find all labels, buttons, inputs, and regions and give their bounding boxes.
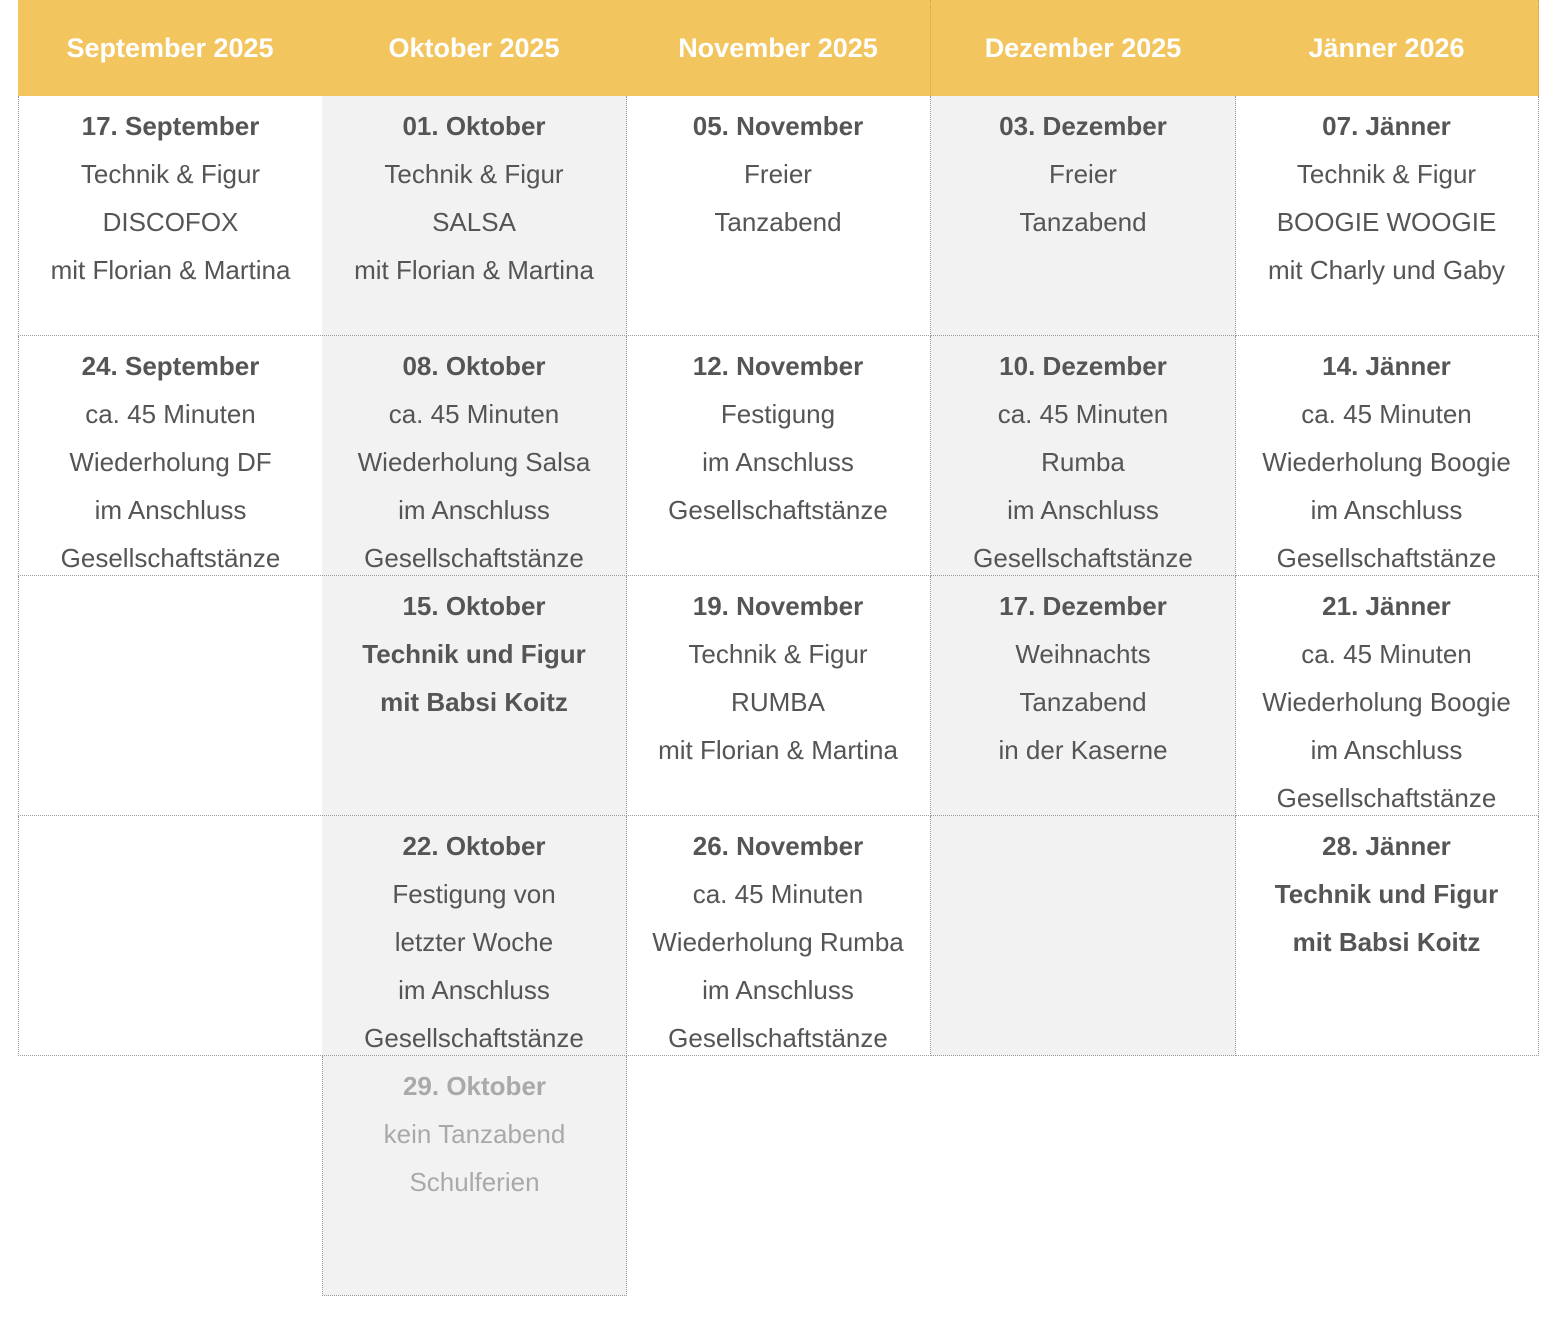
event-date: 19. November bbox=[692, 591, 864, 621]
event-line: ca. 45 Minuten bbox=[1301, 399, 1472, 429]
event-line: BOOGIE WOOGIE bbox=[1276, 207, 1497, 237]
event-line: Freier bbox=[1049, 159, 1117, 189]
event-line: Technik & Figur bbox=[80, 159, 261, 189]
event-date: 24. September bbox=[81, 351, 260, 381]
event-line: Technik & Figur bbox=[384, 159, 564, 189]
schedule-cell bbox=[1235, 816, 1539, 1056]
event-line: im Anschluss bbox=[1310, 495, 1463, 525]
event-date: 01. Oktober bbox=[402, 111, 546, 141]
schedule-cell bbox=[931, 336, 1236, 576]
month-header: Jänner 2026 bbox=[1235, 0, 1539, 96]
schedule-cell bbox=[322, 1056, 627, 1296]
event-line: Wiederholung Salsa bbox=[357, 447, 591, 477]
schedule-cell bbox=[1235, 336, 1539, 576]
event-date: 26. November bbox=[692, 831, 864, 861]
event-line: im Anschluss bbox=[398, 495, 550, 525]
schedule-cell bbox=[626, 96, 931, 336]
event-line: Wiederholung DF bbox=[69, 447, 272, 477]
schedule-cell bbox=[626, 576, 931, 816]
event-line: ca. 45 Minuten bbox=[85, 399, 256, 429]
event-line: Technik und Figur bbox=[1274, 879, 1499, 909]
event-line: Gesellschaftstänze bbox=[364, 543, 584, 573]
schedule-cell bbox=[931, 576, 1236, 816]
event-line: Tanzabend bbox=[1019, 207, 1147, 237]
event-date: 22. Oktober bbox=[402, 831, 546, 861]
event-line: kein Tanzabend bbox=[383, 1119, 566, 1149]
month-header: September 2025 bbox=[18, 0, 323, 96]
event-line: in der Kaserne bbox=[998, 735, 1168, 765]
event-line: Gesellschaftstänze bbox=[60, 543, 281, 573]
event-line: im Anschluss bbox=[94, 495, 247, 525]
month-header: November 2025 bbox=[626, 0, 931, 96]
event-line: RUMBA bbox=[731, 687, 825, 717]
event-line: mit Babsi Koitz bbox=[380, 687, 568, 717]
event-line: Festigung bbox=[720, 399, 836, 429]
event-line: ca. 45 Minuten bbox=[388, 399, 560, 429]
event-date: 29. Oktober bbox=[402, 1071, 547, 1101]
event-line: mit Florian & Martina bbox=[354, 255, 594, 285]
event-line: Rumba bbox=[1041, 447, 1125, 477]
event-date: 21. Jänner bbox=[1322, 591, 1451, 621]
schedule-cell bbox=[626, 816, 931, 1056]
event-line: im Anschluss bbox=[702, 975, 854, 1005]
event-date: 12. November bbox=[692, 351, 864, 381]
schedule-cell bbox=[322, 336, 627, 576]
schedule-cell bbox=[322, 576, 627, 816]
schedule-cell bbox=[931, 96, 1236, 336]
event-date: 05. November bbox=[692, 111, 864, 141]
event-line: DISCOFOX bbox=[102, 207, 239, 237]
event-line: mit Florian & Martina bbox=[658, 735, 898, 765]
event-line: ca. 45 Minuten bbox=[692, 879, 864, 909]
schedule-cell bbox=[18, 96, 323, 336]
schedule-cell bbox=[322, 96, 627, 336]
event-line: Wiederholung Rumba bbox=[652, 927, 904, 957]
event-date: 14. Jänner bbox=[1322, 351, 1451, 381]
event-line: Gesellschaftstänze bbox=[973, 543, 1193, 573]
event-date: 03. Dezember bbox=[999, 111, 1167, 141]
schedule-table bbox=[18, 0, 1539, 1296]
event-line: Wiederholung Boogie bbox=[1262, 687, 1511, 717]
empty-cell bbox=[18, 816, 323, 1056]
event-line: Tanzabend bbox=[1019, 687, 1147, 717]
event-line: Freier bbox=[744, 159, 812, 189]
event-line: Weihnachts bbox=[1015, 639, 1151, 669]
event-line: Schulferien bbox=[409, 1167, 540, 1197]
month-header: Dezember 2025 bbox=[931, 0, 1236, 96]
empty-cell bbox=[931, 816, 1236, 1056]
event-date: 08. Oktober bbox=[402, 351, 546, 381]
event-line: im Anschluss bbox=[702, 447, 854, 477]
event-line: Gesellschaftstänze bbox=[1276, 783, 1497, 813]
event-line: Technik & Figur bbox=[1296, 159, 1477, 189]
empty-cell bbox=[18, 576, 323, 816]
event-line: im Anschluss bbox=[1310, 735, 1463, 765]
event-line: Wiederholung Boogie bbox=[1262, 447, 1511, 477]
event-line: Technik & Figur bbox=[688, 639, 868, 669]
month-header: Oktober 2025 bbox=[322, 0, 627, 96]
event-date: 17. Dezember bbox=[999, 591, 1167, 621]
event-line: SALSA bbox=[432, 207, 516, 237]
event-line: mit Charly und Gaby bbox=[1268, 255, 1505, 285]
event-line: mit Florian & Martina bbox=[50, 255, 291, 285]
event-line: Gesellschaftstänze bbox=[668, 495, 888, 525]
schedule-cell bbox=[18, 336, 323, 576]
schedule-cell bbox=[626, 336, 931, 576]
event-date: 10. Dezember bbox=[999, 351, 1167, 381]
event-line: Gesellschaftstänze bbox=[364, 1023, 584, 1053]
schedule-cell bbox=[322, 816, 627, 1056]
event-line: Festigung von bbox=[392, 879, 556, 909]
event-line: mit Babsi Koitz bbox=[1292, 927, 1481, 957]
event-line: ca. 45 Minuten bbox=[1301, 639, 1472, 669]
event-date: 28. Jänner bbox=[1322, 831, 1451, 861]
event-date: 17. September bbox=[81, 111, 260, 141]
schedule-cell bbox=[1235, 96, 1539, 336]
event-date: 07. Jänner bbox=[1322, 111, 1451, 141]
schedule-cell bbox=[1235, 576, 1539, 816]
event-line: ca. 45 Minuten bbox=[997, 399, 1169, 429]
event-line: Gesellschaftstänze bbox=[668, 1023, 888, 1053]
event-date: 15. Oktober bbox=[402, 591, 546, 621]
event-line: Tanzabend bbox=[714, 207, 842, 237]
event-line: im Anschluss bbox=[398, 975, 550, 1005]
event-line: Technik und Figur bbox=[362, 639, 586, 669]
event-line: im Anschluss bbox=[1007, 495, 1159, 525]
event-line: letzter Woche bbox=[394, 927, 554, 957]
event-line: Gesellschaftstänze bbox=[1276, 543, 1497, 573]
